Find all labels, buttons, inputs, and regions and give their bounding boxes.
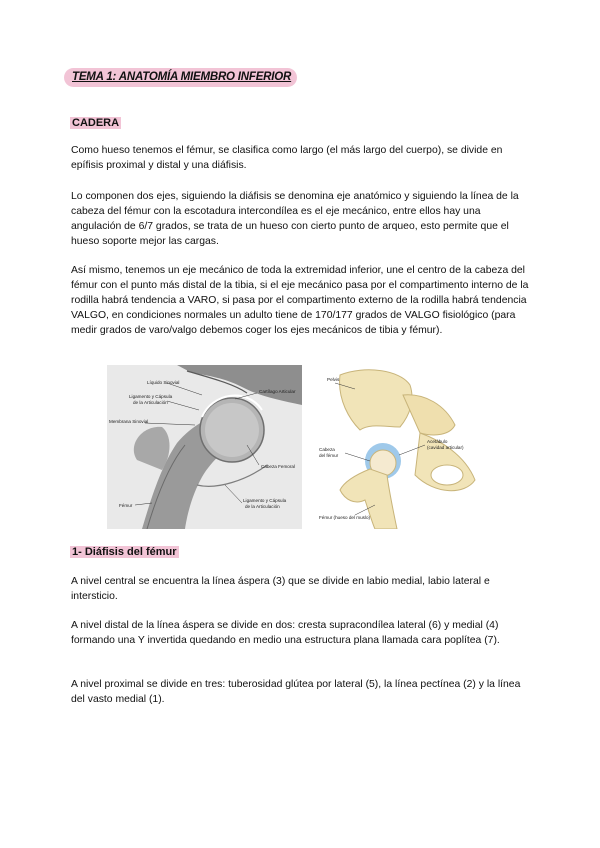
paragraph-ejes: Lo componen dos ejes, siguiendo la diáfisis se denomina eje anatómico y siguiendo la línea de la cabeza del fémur con la escotadura intercondílea es el eje mecánico, entre ellos hay una angulación de 6/7 grados, se trata de un hueso con cierto punto de arqueo, esto permite que el hueso soporte mejor las cargas. (71, 191, 519, 247)
hip-joint-section-figure (107, 365, 302, 529)
label-ligamento-capsula-top-2: de la Articulación (133, 400, 168, 405)
label-acetabulo-1: Acetábulo (427, 439, 448, 444)
paragraph-nivel-proximal: A nivel proximal se divide en tres: tuberosidad glútea por lateral (5), la línea pectínea (2) y la línea del vasto medial (1). (71, 679, 521, 705)
label-cartilago-articular: Cartílago Articular (259, 389, 296, 394)
label-acetabulo-2: (cavidad articular) (427, 445, 464, 450)
section-heading-diafisis: 1- Diáfisis del fémur (72, 546, 177, 558)
label-liquido-sinovial: Líquido Sinovial (147, 380, 180, 385)
pelvis-femur-figure (315, 365, 480, 529)
label-ligamento-capsula-bottom-2: de la Articulación (245, 504, 280, 509)
paragraph-femur-intro: Como hueso tenemos el fémur, se clasifica como largo (el más largo del cuerpo), se divide en epífisis proximal y distal y una diáfisis. (71, 145, 503, 171)
paragraph-nivel-central: A nivel central se encuentra la línea áspera (3) que se divide en labio medial, labio lateral e intersticio. (71, 576, 490, 602)
paragraph-eje-mecanico: Así mismo, tenemos un eje mecánico de toda la extremidad inferior, une el centro de la cabeza del fémur con el punto más distal de la tibia, si el eje mecánico pasa por el compartimento interno de la rodilla habrá tendencia a VARO, si pasa por el compartimento externo de la rodilla habrá tendencia VALGO, en condiciones normales un adulto tiene de 170/177 grados de VALGO fisiológico (para medir grados de varo/valgo debemos coger los ejes mecánicos de tibia y fémur). (71, 265, 529, 336)
label-cabeza-del-femur-2: del fémur (319, 453, 339, 458)
label-femur-hueso-muslo: Fémur (hueso del muslo) (319, 515, 371, 520)
label-femur: Fémur (119, 503, 133, 508)
label-ligamento-capsula-top-1: Ligamento y Cápsula (129, 394, 173, 399)
label-cabeza-del-femur-1: Cabeza (319, 447, 335, 452)
page-title: TEMA 1: ANATOMÍA MIEMBRO INFERIOR (64, 68, 297, 87)
label-membrana-sinovial: Membrana Sinovial (109, 419, 149, 424)
paragraph-nivel-distal: A nivel distal de la línea áspera se divide en dos: cresta supracondílea lateral (6) y medial (4) formando una Y invertida quedando en medio una estructura plana llamada cara poplítea (7). (71, 620, 500, 646)
label-ligamento-capsula-bottom-1: Ligamento y Cápsula (243, 498, 287, 503)
label-pelvis: Pelvis (327, 377, 340, 382)
label-cabeza-femoral: Cabeza Femoral (261, 464, 295, 469)
section-heading-cadera: CADERA (72, 117, 120, 129)
